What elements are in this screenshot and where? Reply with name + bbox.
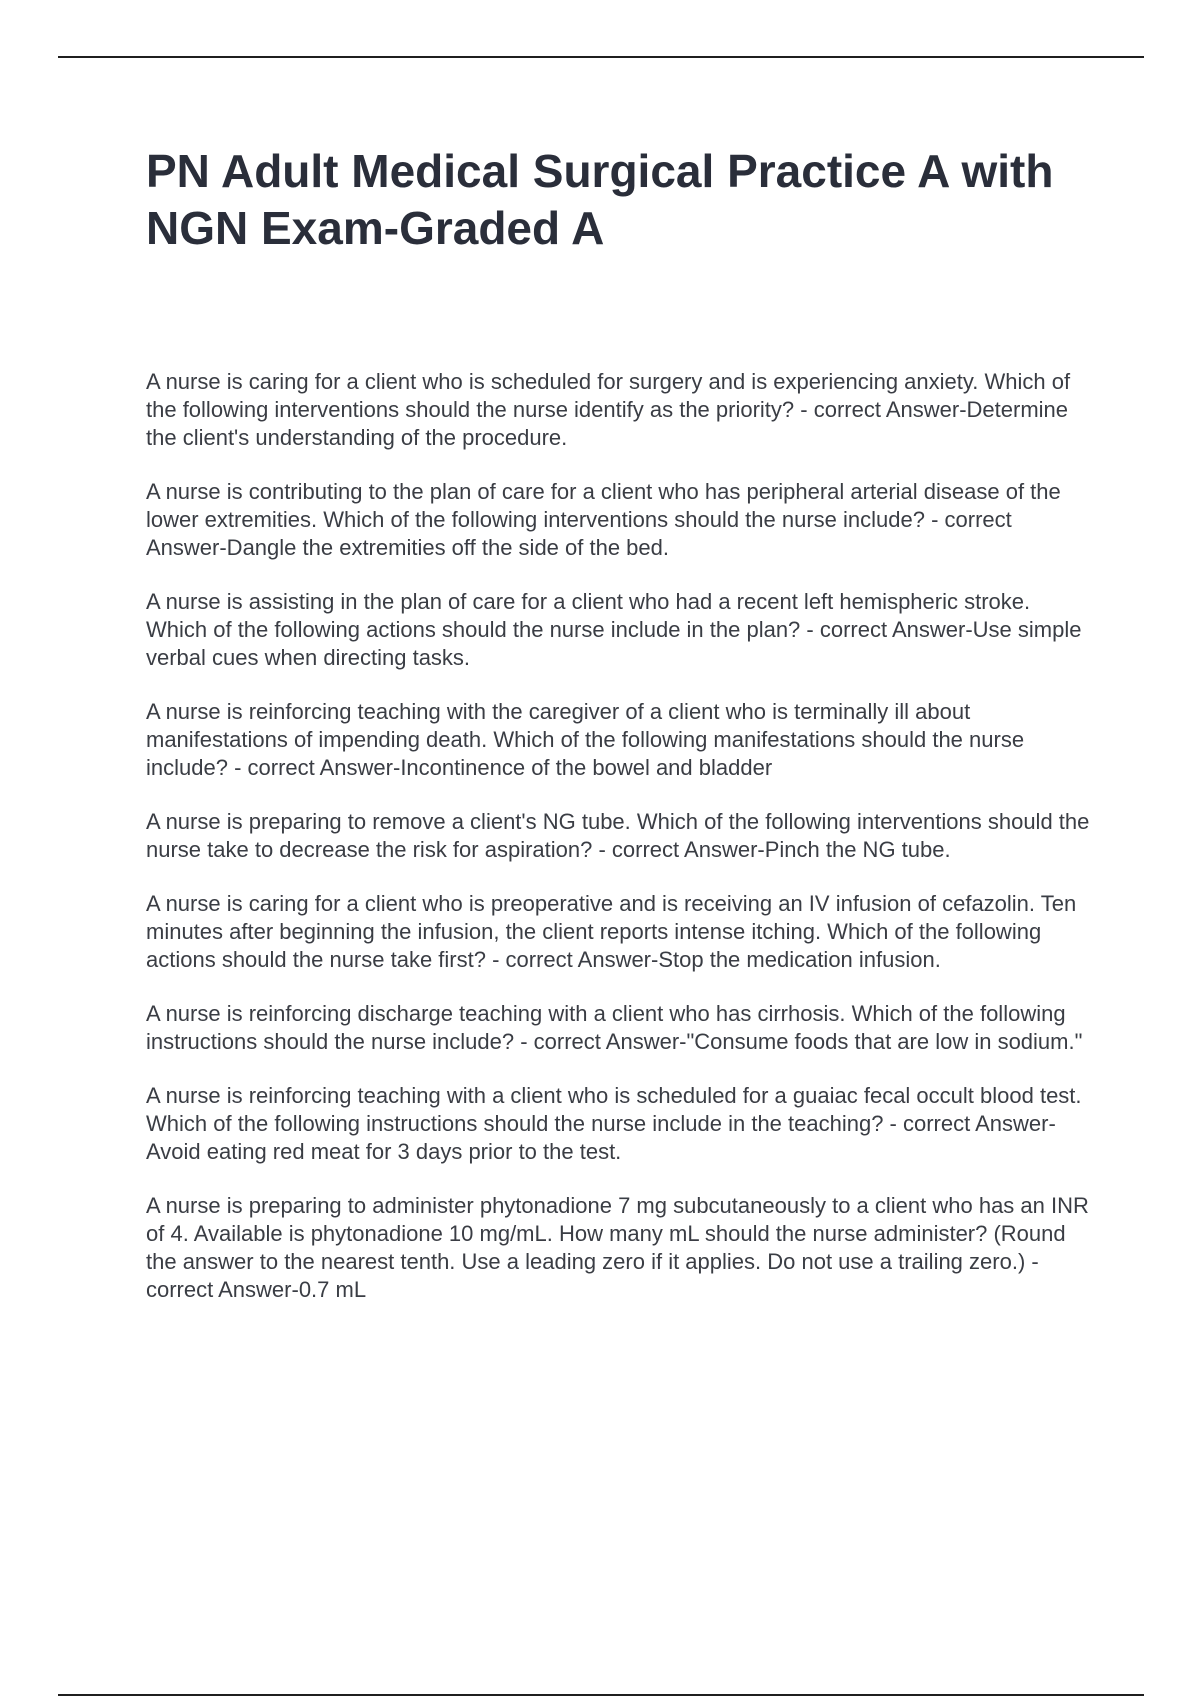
qa-item: A nurse is contributing to the plan of care for a client who has peripheral arterial disease of the lower extremities. Which of the following interventions should the nurse include? - correct Answer-Dangle the extremities off the side of the bed.: [146, 479, 1061, 560]
question-answer-list: [146, 368, 1096, 1330]
footer-rule: [58, 1694, 1144, 1696]
page-title: PN Adult Medical Surgical Practice A with NGN Exam-Graded A: [146, 145, 1054, 254]
qa-item: A nurse is preparing to remove a client's NG tube. Which of the following interventions should the nurse take to decrease the risk for aspiration? - correct Answer-Pinch the NG tube.: [146, 809, 1090, 862]
qa-item: A nurse is preparing to administer phytonadione 7 mg subcutaneously to a client who has an INR of 4. Available is phytonadione 10 mg/mL. How many mL should the nurse administer? (Round the answer to the nearest tenth. Use a leading zero if it applies. Do not use a trailing zero.) - correct Answer-0.7 mL: [146, 1193, 1089, 1302]
qa-item: A nurse is reinforcing teaching with the caregiver of a client who is terminally ill about manifestations of impending death. Which of the following manifestations should the nurse include? - correct Answer-Incontinence of the bowel and bladder: [146, 699, 1025, 780]
qa-item: A nurse is caring for a client who is scheduled for surgery and is experiencing anxiety. Which of the following interventions should the nurse identify as the priority? - correct Answer-Determine the client's understanding of the procedure.: [146, 369, 1071, 450]
qa-item: A nurse is reinforcing teaching with a client who is scheduled for a guaiac fecal occult blood test. Which of the following instructions should the nurse include in the teaching? - correct Answer-Avoid eating red meat for 3 days prior to the test.: [146, 1083, 1082, 1164]
qa-item: A nurse is assisting in the plan of care for a client who had a recent left hemispheric stroke. Which of the following actions should the nurse include in the plan? - correct Answer-Use simple verbal cues when directing tasks.: [146, 589, 1082, 670]
qa-item: A nurse is caring for a client who is preoperative and is receiving an IV infusion of cefazolin. Ten minutes after beginning the infusion, the client reports intense itching. Which of the following actions should the nurse take first? - correct Answer-Stop the medication infusion.: [146, 891, 1077, 972]
qa-item: A nurse is reinforcing discharge teaching with a client who has cirrhosis. Which of the following instructions should the nurse include? - correct Answer-"Consume foods that are low in sodium.": [146, 1001, 1083, 1054]
header-rule: [58, 56, 1144, 58]
